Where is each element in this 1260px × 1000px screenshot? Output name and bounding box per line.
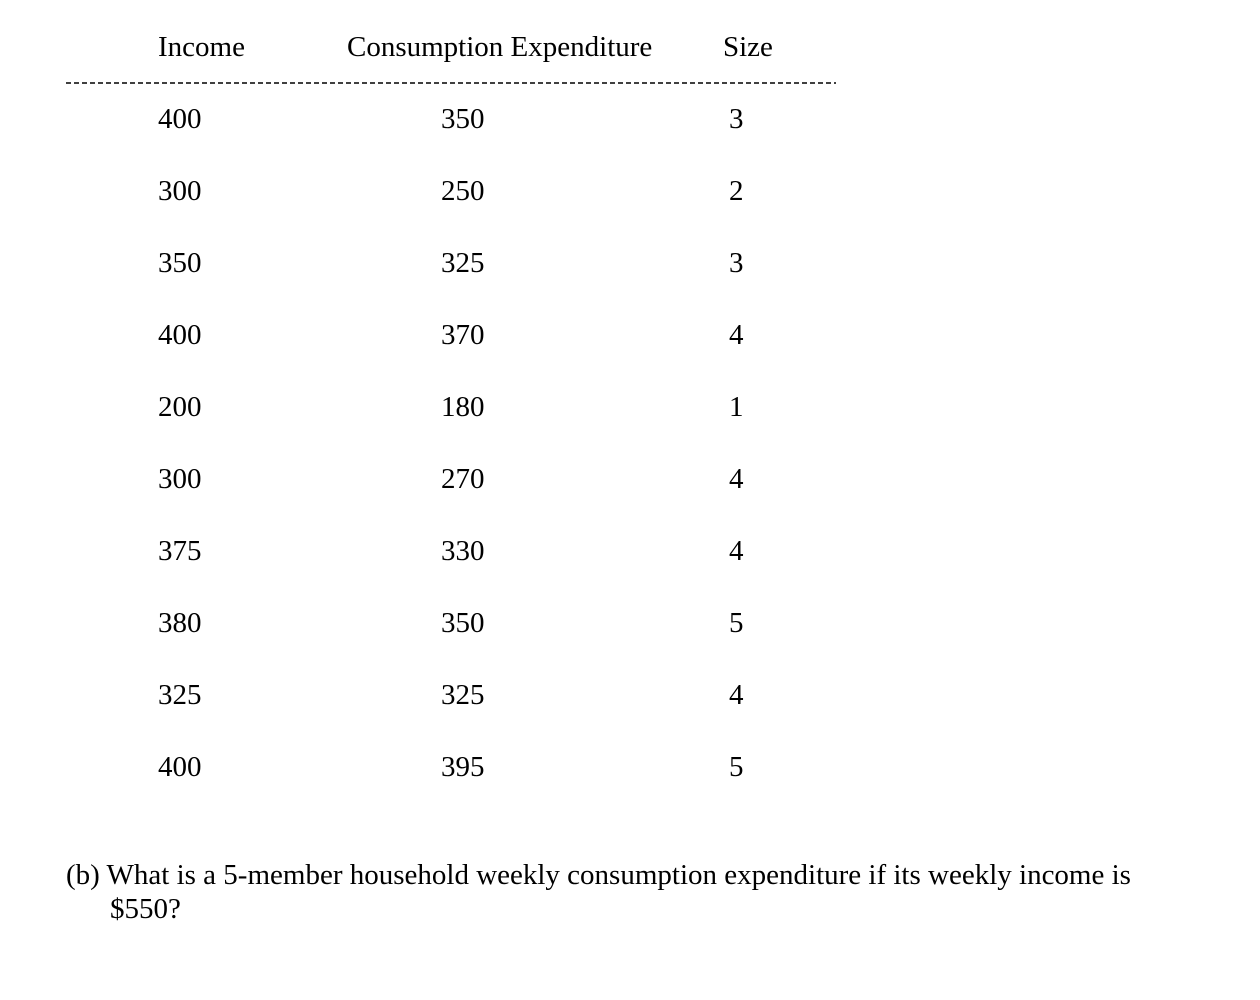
consumption-cell: 350 (441, 103, 485, 135)
column-header-consumption-expenditure: Consumption Expenditure (347, 31, 653, 63)
income-cell: 300 (158, 175, 202, 207)
income-cell: 200 (158, 391, 202, 423)
size-cell: 1 (729, 391, 744, 423)
size-cell: 3 (729, 247, 744, 279)
question-text (66, 858, 1236, 926)
consumption-cell: 270 (441, 463, 485, 495)
size-cell: 4 (729, 463, 744, 495)
column-header-size: Size (723, 31, 773, 63)
consumption-cell: 180 (441, 391, 485, 423)
income-cell: 400 (158, 319, 202, 351)
consumption-cell: 325 (441, 247, 485, 279)
consumption-cell: 325 (441, 679, 485, 711)
size-cell: 5 (729, 751, 744, 783)
size-cell: 4 (729, 535, 744, 567)
column-header-income: Income (158, 31, 245, 63)
income-cell: 350 (158, 247, 202, 279)
income-cell: 300 (158, 463, 202, 495)
size-cell: 3 (729, 103, 744, 135)
size-cell: 2 (729, 175, 744, 207)
income-cell: 400 (158, 751, 202, 783)
size-cell: 5 (729, 607, 744, 639)
question-line-2: $550? (110, 893, 181, 925)
header-divider (66, 72, 836, 94)
consumption-cell: 350 (441, 607, 485, 639)
income-cell: 325 (158, 679, 202, 711)
income-cell: 400 (158, 103, 202, 135)
consumption-cell: 330 (441, 535, 485, 567)
income-cell: 375 (158, 535, 202, 567)
question-line-1: (b) What is a 5-member household weekly consumption expenditure if its weekly income is (66, 859, 1131, 891)
consumption-cell: 395 (441, 751, 485, 783)
income-cell: 380 (158, 607, 202, 639)
consumption-cell: 370 (441, 319, 485, 351)
size-cell: 4 (729, 679, 744, 711)
consumption-cell: 250 (441, 175, 485, 207)
size-cell: 4 (729, 319, 744, 351)
